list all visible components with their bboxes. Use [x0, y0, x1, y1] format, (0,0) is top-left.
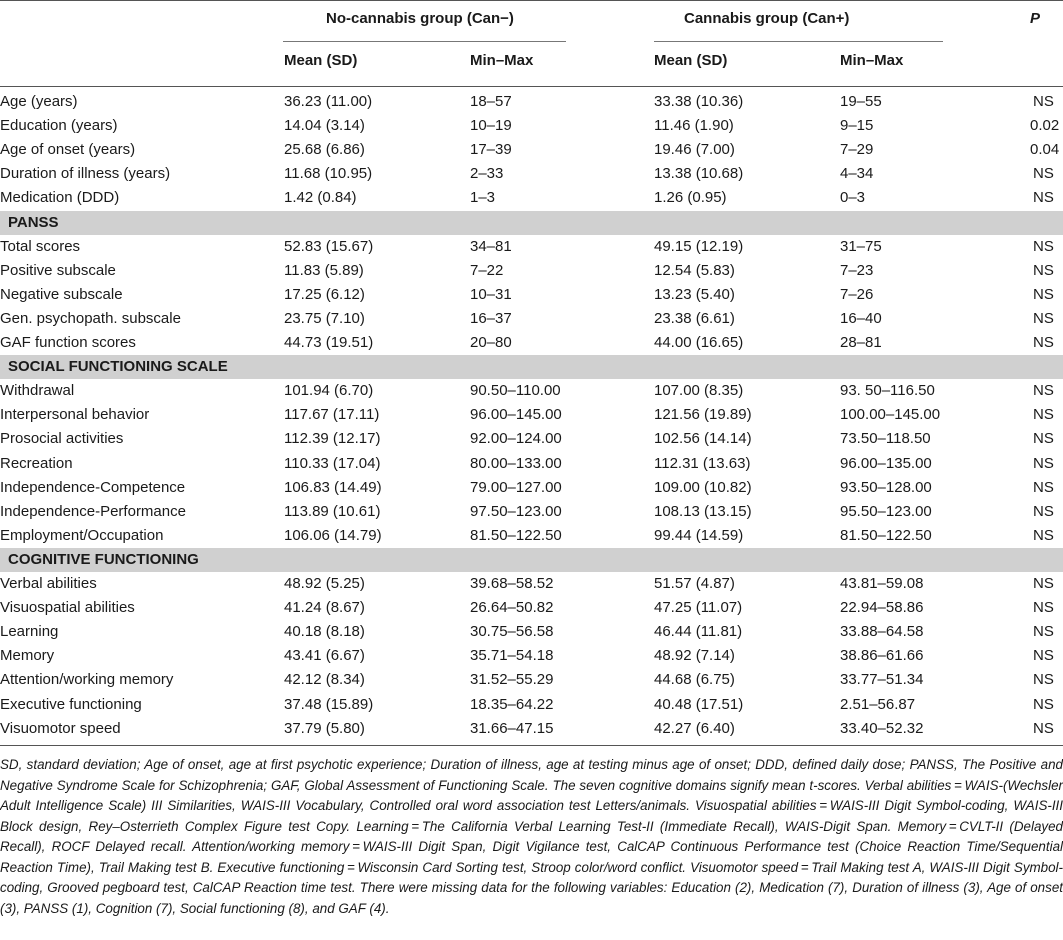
min-max-can-minus: 80.00–133.00 [470, 454, 562, 472]
header-mean-sd-left: Mean (SD) [284, 52, 358, 69]
p-value: NS [1033, 719, 1054, 737]
row-label: Attention/working memory [0, 671, 174, 689]
mean-sd-can-plus: 102.56 (14.14) [654, 430, 752, 448]
header-cannabis-group: Cannabis group (Can+) [684, 10, 850, 27]
section-label: PANSS [8, 213, 59, 231]
row-label: Memory [0, 647, 55, 665]
p-value: NS [1033, 623, 1054, 641]
min-max-can-plus: 33.40–52.32 [840, 719, 924, 737]
table-row [0, 596, 1063, 620]
mean-sd-can-minus: 48.92 (5.25) [284, 575, 365, 592]
min-max-can-plus: 7–29 [840, 141, 874, 159]
mean-sd-can-minus: 52.83 (15.67) [284, 237, 374, 255]
mean-sd-can-plus: 49.15 (12.19) [654, 237, 744, 255]
p-value: NS [1033, 575, 1054, 592]
mean-sd-can-plus: 11.46 (1.90) [654, 117, 734, 135]
table-row [0, 693, 1063, 717]
table-row [0, 90, 1063, 114]
min-max-can-plus: 93. 50–116.50 [840, 382, 935, 400]
row-label: Withdrawal [0, 382, 75, 400]
mean-sd-can-plus: 42.27 (6.40) [654, 719, 735, 737]
header-no-cannabis-group: No-cannabis group (Can−) [326, 10, 514, 27]
mean-sd-can-plus: 1.26 (0.95) [654, 189, 727, 207]
row-label: Learning [0, 623, 59, 641]
table-footnote: SD, standard deviation; Age of onset, age at first psychotic experience; Duration of illness, age at testing minus age of onset; DDD, defined daily dose; PANSS, The Positive and Negative Syndrome Scale for Schizophrenia; GAF, Global Assessment of Functioning Scale. The seven cognitive domains signify mean t-scores. Verbal abilities = WAIS-(Wechsler Adult Intelligence Scale) III Similarities, WAIS-III Vocabulary, Controlled oral word association test Letters/animals. Visuospatial abilities = WAIS-III Digit Symbol-coding, WAIS-III Block design, Rey–Osterrieth Complex Figure test Copy. Learning = The California Verbal Learning Test-II (Immediate Recall), WAIS-Digit Span. Memory = CVLT-II (Delayed Recall), ROCF Delayed recall. Attention/working memory = WAIS-III Digit Span, Digit Vigilance test, CalCAP Continuous Performance test (Choice Reaction Time/Sequential Reaction Time), Trail Making test B. Executive functioning = Wisconsin Card Sorting test, Stroop color/word conflict. Visuomotor speed = Trail Making test A, WAIS-III Digit Symbol-coding, Grooved pegboard test, CalCAP Reaction time test. There were missing data for the following variables: Education (2), Medication (7), Duration of illness (3), Age of onset (3), PANSS (1), Cognition (7), Social functioning (8), and GAF (4). [0, 757, 1063, 916]
group-rule-right [654, 41, 943, 42]
mean-sd-can-minus: 36.23 (11.00) [284, 93, 373, 110]
row-label: Duration of illness (years) [0, 165, 171, 183]
mean-sd-can-plus: 44.68 (6.75) [654, 671, 735, 689]
table-row [0, 259, 1063, 283]
row-label: Education (years) [0, 117, 118, 135]
mean-sd-can-minus: 37.48 (15.89) [284, 695, 374, 713]
table-row [0, 403, 1063, 427]
row-label: Gen. psychopath. subscale [0, 309, 181, 327]
section-header-row [0, 355, 1063, 379]
min-max-can-plus: 73.50–118.50 [840, 430, 931, 448]
mean-sd-can-minus: 112.39 (12.17) [284, 430, 381, 448]
table-row [0, 379, 1063, 403]
p-value: NS [1033, 285, 1054, 303]
mean-sd-can-minus: 37.79 (5.80) [284, 719, 365, 737]
mean-sd-can-minus: 101.94 (6.70) [284, 382, 374, 400]
min-max-can-plus: 7–23 [840, 261, 874, 279]
table-row [0, 331, 1063, 355]
min-max-can-plus: 7–26 [840, 285, 874, 303]
mean-sd-can-plus: 23.38 (6.61) [654, 309, 735, 327]
table-row [0, 452, 1063, 476]
p-value: NS [1033, 478, 1054, 496]
table-row [0, 476, 1063, 500]
min-max-can-plus: 16–40 [840, 309, 882, 327]
header-p-value: P [1030, 10, 1041, 27]
min-max-can-plus: 81.50–122.50 [840, 526, 932, 544]
header-min-max-right: Min–Max [840, 52, 904, 69]
mean-sd-can-minus: 11.68 (10.95) [284, 165, 373, 183]
p-value: NS [1033, 671, 1054, 689]
min-max-can-plus: 43.81–59.08 [840, 575, 924, 592]
p-value: 0.02 [1030, 117, 1060, 135]
min-max-can-minus: 97.50–123.00 [470, 502, 562, 520]
min-max-can-minus: 16–37 [470, 309, 512, 327]
header-min-max-left: Min–Max [470, 52, 534, 69]
min-max-can-plus: 33.77–51.34 [840, 671, 924, 689]
mean-sd-can-minus: 43.41 (6.67) [284, 647, 365, 665]
table-row [0, 307, 1063, 331]
mean-sd-can-plus: 112.31 (13.63) [654, 454, 751, 472]
p-value: NS [1033, 647, 1054, 665]
p-value: NS [1033, 261, 1054, 279]
bottom-rule [0, 745, 1063, 746]
row-label: Negative subscale [0, 285, 123, 303]
mean-sd-can-minus: 42.12 (8.34) [284, 671, 365, 689]
row-label: Verbal abilities [0, 575, 97, 592]
mean-sd-can-minus: 106.83 (14.49) [284, 478, 382, 496]
mean-sd-can-plus: 121.56 (19.89) [654, 406, 752, 424]
mean-sd-can-minus: 117.67 (17.11) [284, 406, 380, 424]
min-max-can-minus: 17–39 [470, 141, 512, 159]
min-max-can-minus: 81.50–122.50 [470, 526, 562, 544]
p-value: NS [1033, 430, 1054, 448]
p-value: NS [1033, 165, 1054, 183]
mean-sd-can-plus: 19.46 (7.00) [654, 141, 735, 159]
header-mean-sd-right: Mean (SD) [654, 52, 728, 69]
min-max-can-plus: 19–55 [840, 93, 882, 110]
min-max-can-plus: 33.88–64.58 [840, 623, 924, 641]
mean-sd-can-minus: 40.18 (8.18) [284, 623, 365, 641]
section-label: COGNITIVE FUNCTIONING [8, 550, 199, 568]
table-row [0, 572, 1063, 596]
min-max-can-minus: 34–81 [470, 237, 512, 255]
mean-sd-can-plus: 12.54 (5.83) [654, 261, 735, 279]
row-label: Interpersonal behavior [0, 406, 150, 424]
mean-sd-can-plus: 13.38 (10.68) [654, 165, 744, 183]
min-max-can-minus: 26.64–50.82 [470, 599, 554, 617]
row-label: GAF function scores [0, 334, 136, 351]
mean-sd-can-minus: 25.68 (6.86) [284, 141, 365, 159]
table-row [0, 114, 1063, 138]
mean-sd-can-minus: 23.75 (7.10) [284, 309, 365, 327]
min-max-can-minus: 2–33 [470, 165, 504, 183]
min-max-can-minus: 10–19 [470, 117, 512, 135]
p-value: NS [1033, 334, 1054, 351]
row-label: Independence-Competence [0, 478, 186, 496]
mean-sd-can-plus: 109.00 (10.82) [654, 478, 752, 496]
row-label: Employment/Occupation [0, 526, 164, 544]
min-max-can-minus: 30.75–56.58 [470, 623, 554, 641]
min-max-can-minus: 96.00–145.00 [470, 406, 562, 424]
min-max-can-minus: 7–22 [470, 261, 504, 279]
p-value: NS [1033, 237, 1054, 255]
p-value: NS [1033, 309, 1054, 327]
table-row [0, 500, 1063, 524]
mean-sd-can-minus: 110.33 (17.04) [284, 454, 381, 472]
mean-sd-can-plus: 33.38 (10.36) [654, 93, 744, 110]
min-max-can-minus: 90.50–110.00 [470, 382, 561, 400]
min-max-can-minus: 31.52–55.29 [470, 671, 554, 689]
min-max-can-minus: 39.68–58.52 [470, 575, 554, 592]
mean-sd-can-minus: 44.73 (19.51) [284, 334, 374, 351]
mean-sd-can-minus: 11.83 (5.89) [284, 261, 364, 279]
min-max-can-plus: 38.86–61.66 [840, 647, 924, 665]
min-max-can-plus: 22.94–58.86 [840, 599, 924, 617]
table-row [0, 717, 1063, 741]
min-max-can-minus: 20–80 [470, 334, 512, 351]
mean-sd-can-minus: 113.89 (10.61) [284, 502, 381, 520]
mean-sd-can-plus: 40.48 (17.51) [654, 695, 744, 713]
p-value: NS [1033, 454, 1054, 472]
row-label: Visuomotor speed [0, 719, 121, 737]
p-value: NS [1033, 502, 1054, 520]
p-value: NS [1033, 189, 1054, 207]
table-row [0, 283, 1063, 307]
min-max-can-minus: 10–31 [470, 285, 512, 303]
mean-sd-can-plus: 99.44 (14.59) [654, 526, 744, 544]
min-max-can-minus: 79.00–127.00 [470, 478, 562, 496]
mean-sd-can-plus: 46.44 (11.81) [654, 623, 743, 641]
min-max-can-plus: 2.51–56.87 [840, 695, 916, 713]
group-rule-left [283, 41, 566, 42]
mean-sd-can-minus: 41.24 (8.67) [284, 599, 365, 617]
mean-sd-can-minus: 17.25 (6.12) [284, 285, 365, 303]
row-label: Independence-Performance [0, 502, 186, 520]
min-max-can-plus: 28–81 [840, 334, 882, 351]
min-max-can-plus: 93.50–128.00 [840, 478, 932, 496]
p-value: NS [1033, 599, 1054, 617]
row-label: Positive subscale [0, 261, 116, 279]
min-max-can-plus: 100.00–145.00 [840, 406, 941, 424]
row-label: Visuospatial abilities [0, 599, 135, 617]
p-value: NS [1033, 526, 1054, 544]
table-row [0, 162, 1063, 186]
mean-sd-can-minus: 1.42 (0.84) [284, 189, 357, 207]
row-label: Total scores [0, 237, 81, 255]
top-rule [0, 0, 1063, 1]
p-value: NS [1033, 695, 1054, 713]
table-row [0, 668, 1063, 692]
min-max-can-plus: 9–15 [840, 117, 874, 135]
table-row [0, 138, 1063, 162]
table-row [0, 524, 1063, 548]
mean-sd-can-plus: 51.57 (4.87) [654, 575, 735, 592]
min-max-can-minus: 35.71–54.18 [470, 647, 554, 665]
mean-sd-can-plus: 107.00 (8.35) [654, 382, 744, 400]
table-row [0, 186, 1063, 210]
p-value: 0.04 [1030, 141, 1060, 159]
row-label: Executive functioning [0, 695, 142, 713]
row-label: Prosocial activities [0, 430, 124, 448]
p-value: NS [1033, 93, 1054, 110]
min-max-can-plus: 31–75 [840, 237, 882, 255]
p-value: NS [1033, 406, 1054, 424]
row-label: Age (years) [0, 93, 78, 110]
row-label: Age of onset (years) [0, 141, 136, 159]
p-value: NS [1033, 382, 1054, 400]
min-max-can-plus: 4–34 [840, 165, 874, 183]
section-header-row [0, 548, 1063, 572]
min-max-can-plus: 96.00–135.00 [840, 454, 932, 472]
min-max-can-minus: 18–57 [470, 93, 512, 110]
table-row [0, 620, 1063, 644]
mean-sd-can-plus: 108.13 (13.15) [654, 502, 752, 520]
mean-sd-can-plus: 13.23 (5.40) [654, 285, 735, 303]
mean-sd-can-plus: 48.92 (7.14) [654, 647, 735, 665]
row-label: Medication (DDD) [0, 189, 120, 207]
table-row [0, 235, 1063, 259]
section-header-row [0, 211, 1063, 235]
min-max-can-minus: 1–3 [470, 189, 496, 207]
min-max-can-minus: 18.35–64.22 [470, 695, 554, 713]
mean-sd-can-plus: 44.00 (16.65) [654, 334, 744, 351]
table-row [0, 644, 1063, 668]
mean-sd-can-minus: 106.06 (14.79) [284, 526, 382, 544]
min-max-can-minus: 92.00–124.00 [470, 430, 562, 448]
mean-sd-can-plus: 47.25 (11.07) [654, 599, 743, 617]
mean-sd-can-minus: 14.04 (3.14) [284, 117, 365, 135]
min-max-can-plus: 95.50–123.00 [840, 502, 932, 520]
header-rule [0, 86, 1063, 87]
min-max-can-plus: 0–3 [840, 189, 866, 207]
min-max-can-minus: 31.66–47.15 [470, 719, 554, 737]
row-label: Recreation [0, 454, 73, 472]
table-row [0, 427, 1063, 451]
section-label: SOCIAL FUNCTIONING SCALE [8, 358, 228, 376]
